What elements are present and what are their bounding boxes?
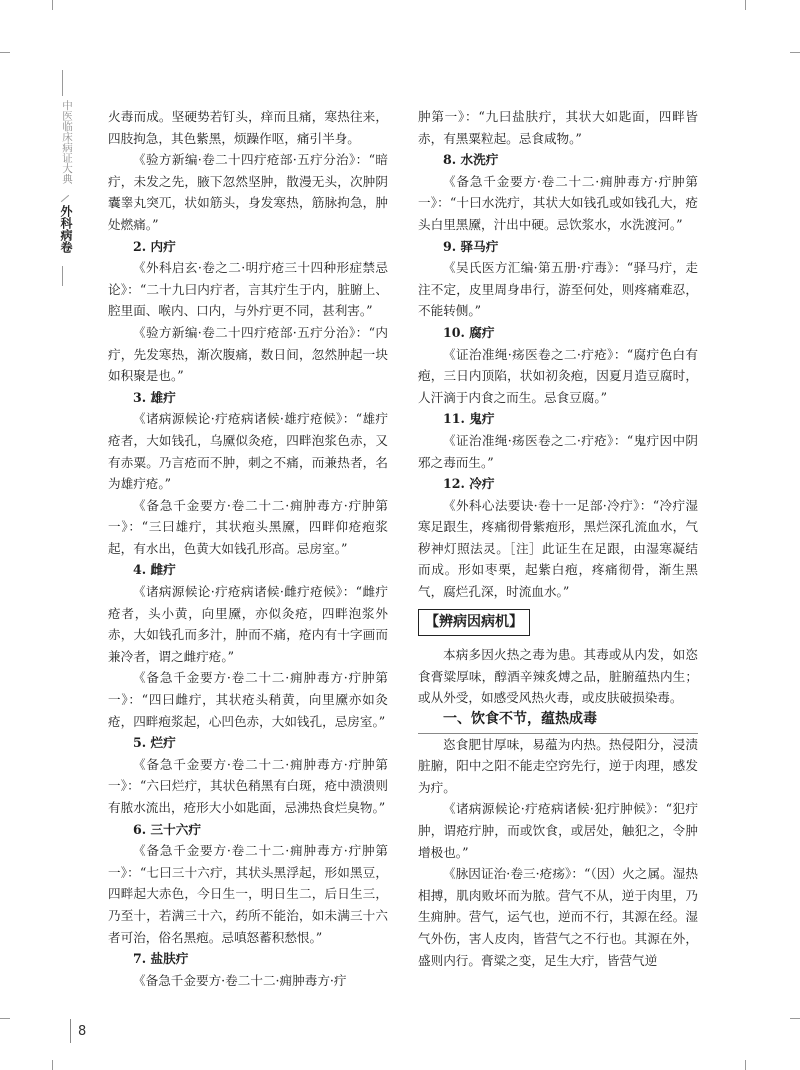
section-heading: 【辨病因病机】 — [418, 609, 530, 637]
subsection-heading: 12. 冷疔 — [443, 476, 495, 492]
paragraph: 火毒而成。坚硬势若钉头，痒而且痛，寒热往来，四肢拘急，其色紫黑，烦躁作呕，痛引半身。 — [108, 109, 388, 146]
crop-mark — [790, 1018, 800, 1019]
paragraph: 《诸病源候论·疔疮病诸候·犯疔肿候》：“犯疔肿，谓疮疔肿，而或饮食，或居处，触犯之，令肿增极也。” — [418, 801, 698, 860]
paragraph: 本病多因火热之毒为患。其毒或从内发，如恣食膏粱厚味，醇酒辛辣炙煿之品，脏腑蕴热内生；或从外受，如感受风热火毒，或皮肤破损染毒。 — [418, 647, 698, 706]
paragraph: 《备急千金要方·卷二十二·痈肿毒方·疔肿第一》：“七曰三十六疔，其状头黑浮起，形如黑豆，四畔起大赤色，今日生一，明日生二，后日生三，乃至十，若满三十六，药所不能治，如未满三十六者可治，俗名黑疱。忌嗔怒蓄积愁恨。” — [108, 843, 388, 945]
left-column — [108, 106, 388, 991]
volume-title: 外科病卷 — [59, 205, 73, 253]
paragraph: 《证治准绳·疡医卷之二·疔疮》：“鬼疔因中阴邪之毒而生。” — [418, 432, 698, 470]
paragraph: 恣食肥甘厚味，易蕴为内热。热侵阳分，浸渍脏腑，阳中之阳不能走空窍先行，逆于肉理，感发为疔。 — [418, 736, 698, 795]
subsection-heading: 11. 鬼疔 — [443, 411, 495, 427]
crop-mark — [745, 1060, 746, 1070]
subsection-heading: 9. 驿马疔 — [443, 238, 499, 254]
paragraph: 《外科心法要诀·卷十一足部·冷疔》：“冷疔湿寒足跟生，疼痛彻骨紫疱形，黑烂深孔流血水，气秽神灯照法灵。［注］此证生在足跟，由湿寒凝结而成。形如枣栗，起紫白疱，疼痛彻骨，渐生黑气，腐烂孔深，时流血水。” — [418, 497, 698, 600]
paragraph: 《脉因证治·卷三·疮疡》：“（因）火之属。湿热相搏，肌肉败坏而为脓。营气不从，逆于肉里，乃生痈肿。营气，运气也，逆而不行，其源在经。湿气外伤，害人皮肉，皆营气之不行也。其源在外，盛则内行。膏粱之变，足生大疔，皆营气逆 — [418, 866, 698, 968]
page-number: 8 — [78, 1024, 87, 1039]
paragraph: 《验方新编·卷二十四疔疮部·五疔分治》：“内疔，先发寒热，渐次腹痛，数日间，忽然肿起一块如积聚是也。” — [108, 324, 388, 384]
paragraph: 《备急千金要方·卷二十二·痈肿毒方·疔肿第一》：“四曰雌疔，其状疮头稍黄，向里黡亦如灸疮，四畔疱浆起，心凹色赤，大如钱孔，忌房室。” — [108, 670, 388, 729]
crop-mark — [0, 1018, 10, 1019]
subsection-title: 一、饮食不节，蕴热成毒 — [418, 709, 698, 734]
paragraph: 《验方新编·卷二十四疔疮部·五疔分治》：“暗疔，未发之先，腋下忽然坚肿，散漫无头，次肿阴囊睾丸突兀，状如筋头，身发寒热，筋脉拘急，肿处燃痛。” — [108, 152, 388, 232]
crop-mark — [52, 1060, 53, 1070]
right-column — [418, 106, 698, 971]
paragraph: 《外科启玄·卷之二·明疔疮三十四种形症禁忌论》：“二十九曰内疔者，言其疔生于内，脏腑上、腔里面、喉内、口内，与外疔更不同，甚利害。” — [108, 260, 388, 319]
subsection-heading: 6. 三十六疔 — [133, 821, 201, 837]
series-title: 中医临床病证大典 — [61, 100, 73, 184]
crop-mark — [52, 0, 53, 10]
subsection-heading: 7. 盐肤疔 — [133, 951, 189, 967]
paragraph: 《证治准绳·疡医卷之二·疔疮》：“腐疔色白有疱，三日内顶陷，状如初灸疱，因夏月造豆腐时，人汗滴于内食之而生。忌食豆腐。” — [418, 346, 698, 405]
crop-mark — [790, 52, 800, 53]
crop-mark — [0, 52, 10, 53]
side-rule-top — [62, 70, 63, 96]
paragraph: 《诸病源候论·疔疮病诸候·雄疔疮候》：“雄疔疮者，大如钱孔，乌黡似灸疮，四畔泡浆色赤，又有赤粟。乃言疮而不肿，刺之不痛，而兼热者，名为雄疔疮。” — [108, 411, 388, 492]
paragraph: 肿第一》：“九曰盐肤疔，其状大如匙面，四畔皆赤，有黑粟粒起。忌食咸物。” — [418, 109, 698, 146]
paragraph: 《备急千金要方·卷二十二·痈肿毒方·疔肿第一》：“六曰烂疔，其状色稍黑有白斑，疮中溃溃则有脓水流出，疮形大小如匙面，忌沸热食烂臭物。” — [108, 756, 388, 815]
page-number-rule — [70, 1019, 71, 1043]
paragraph: 《备急千金要方·卷二十二·痈肿毒方·疔肿第一》：“十曰水洗疔，其状大如钱孔或如钱孔大，疮头白里黑黡，汁出中硬。忌饮浆水，水洗渡河。” — [418, 173, 698, 232]
subsection-heading: 8. 水洗疔 — [443, 152, 499, 168]
crop-mark — [745, 0, 746, 10]
paragraph: 《诸病源候论·疔疮病诸候·雌疔疮候》：“雌疔疮者，头小黄，向里黡，亦似灸疮，四畔泡浆外赤，大如钱孔而多汁，肿而不痛，疮内有十字画而兼冷者，谓之雌疔疮。” — [108, 584, 388, 664]
subsection-heading: 5. 烂疔 — [133, 735, 176, 751]
paragraph: 《备急千金要方·卷二十二·痈肿毒方·疔肿第一》：“三曰雄疔，其状疱头黑黡，四畔仰疮疱浆起，有水出，色黄大如钱孔形高。忌房室。” — [108, 497, 388, 556]
subsection-heading: 2. 内疔 — [133, 238, 176, 254]
paragraph: 《备急千金要方·卷二十二·痈肿毒方·疔 — [133, 972, 347, 988]
subsection-heading: 3. 雄疔 — [133, 389, 176, 405]
subsection-heading: 4. 雌疔 — [133, 562, 176, 578]
side-rule-bottom — [62, 266, 63, 286]
side-divider — [61, 195, 69, 202]
subsection-heading: 10. 腐疔 — [443, 324, 495, 340]
paragraph: 《吴氏医方汇编·第五册·疔毒》：“驿马疔，走注不定，皮里周身串行，游至何处，则疼痛难忍，不能转侧。” — [418, 260, 698, 319]
section-heading-wrap — [418, 603, 698, 645]
